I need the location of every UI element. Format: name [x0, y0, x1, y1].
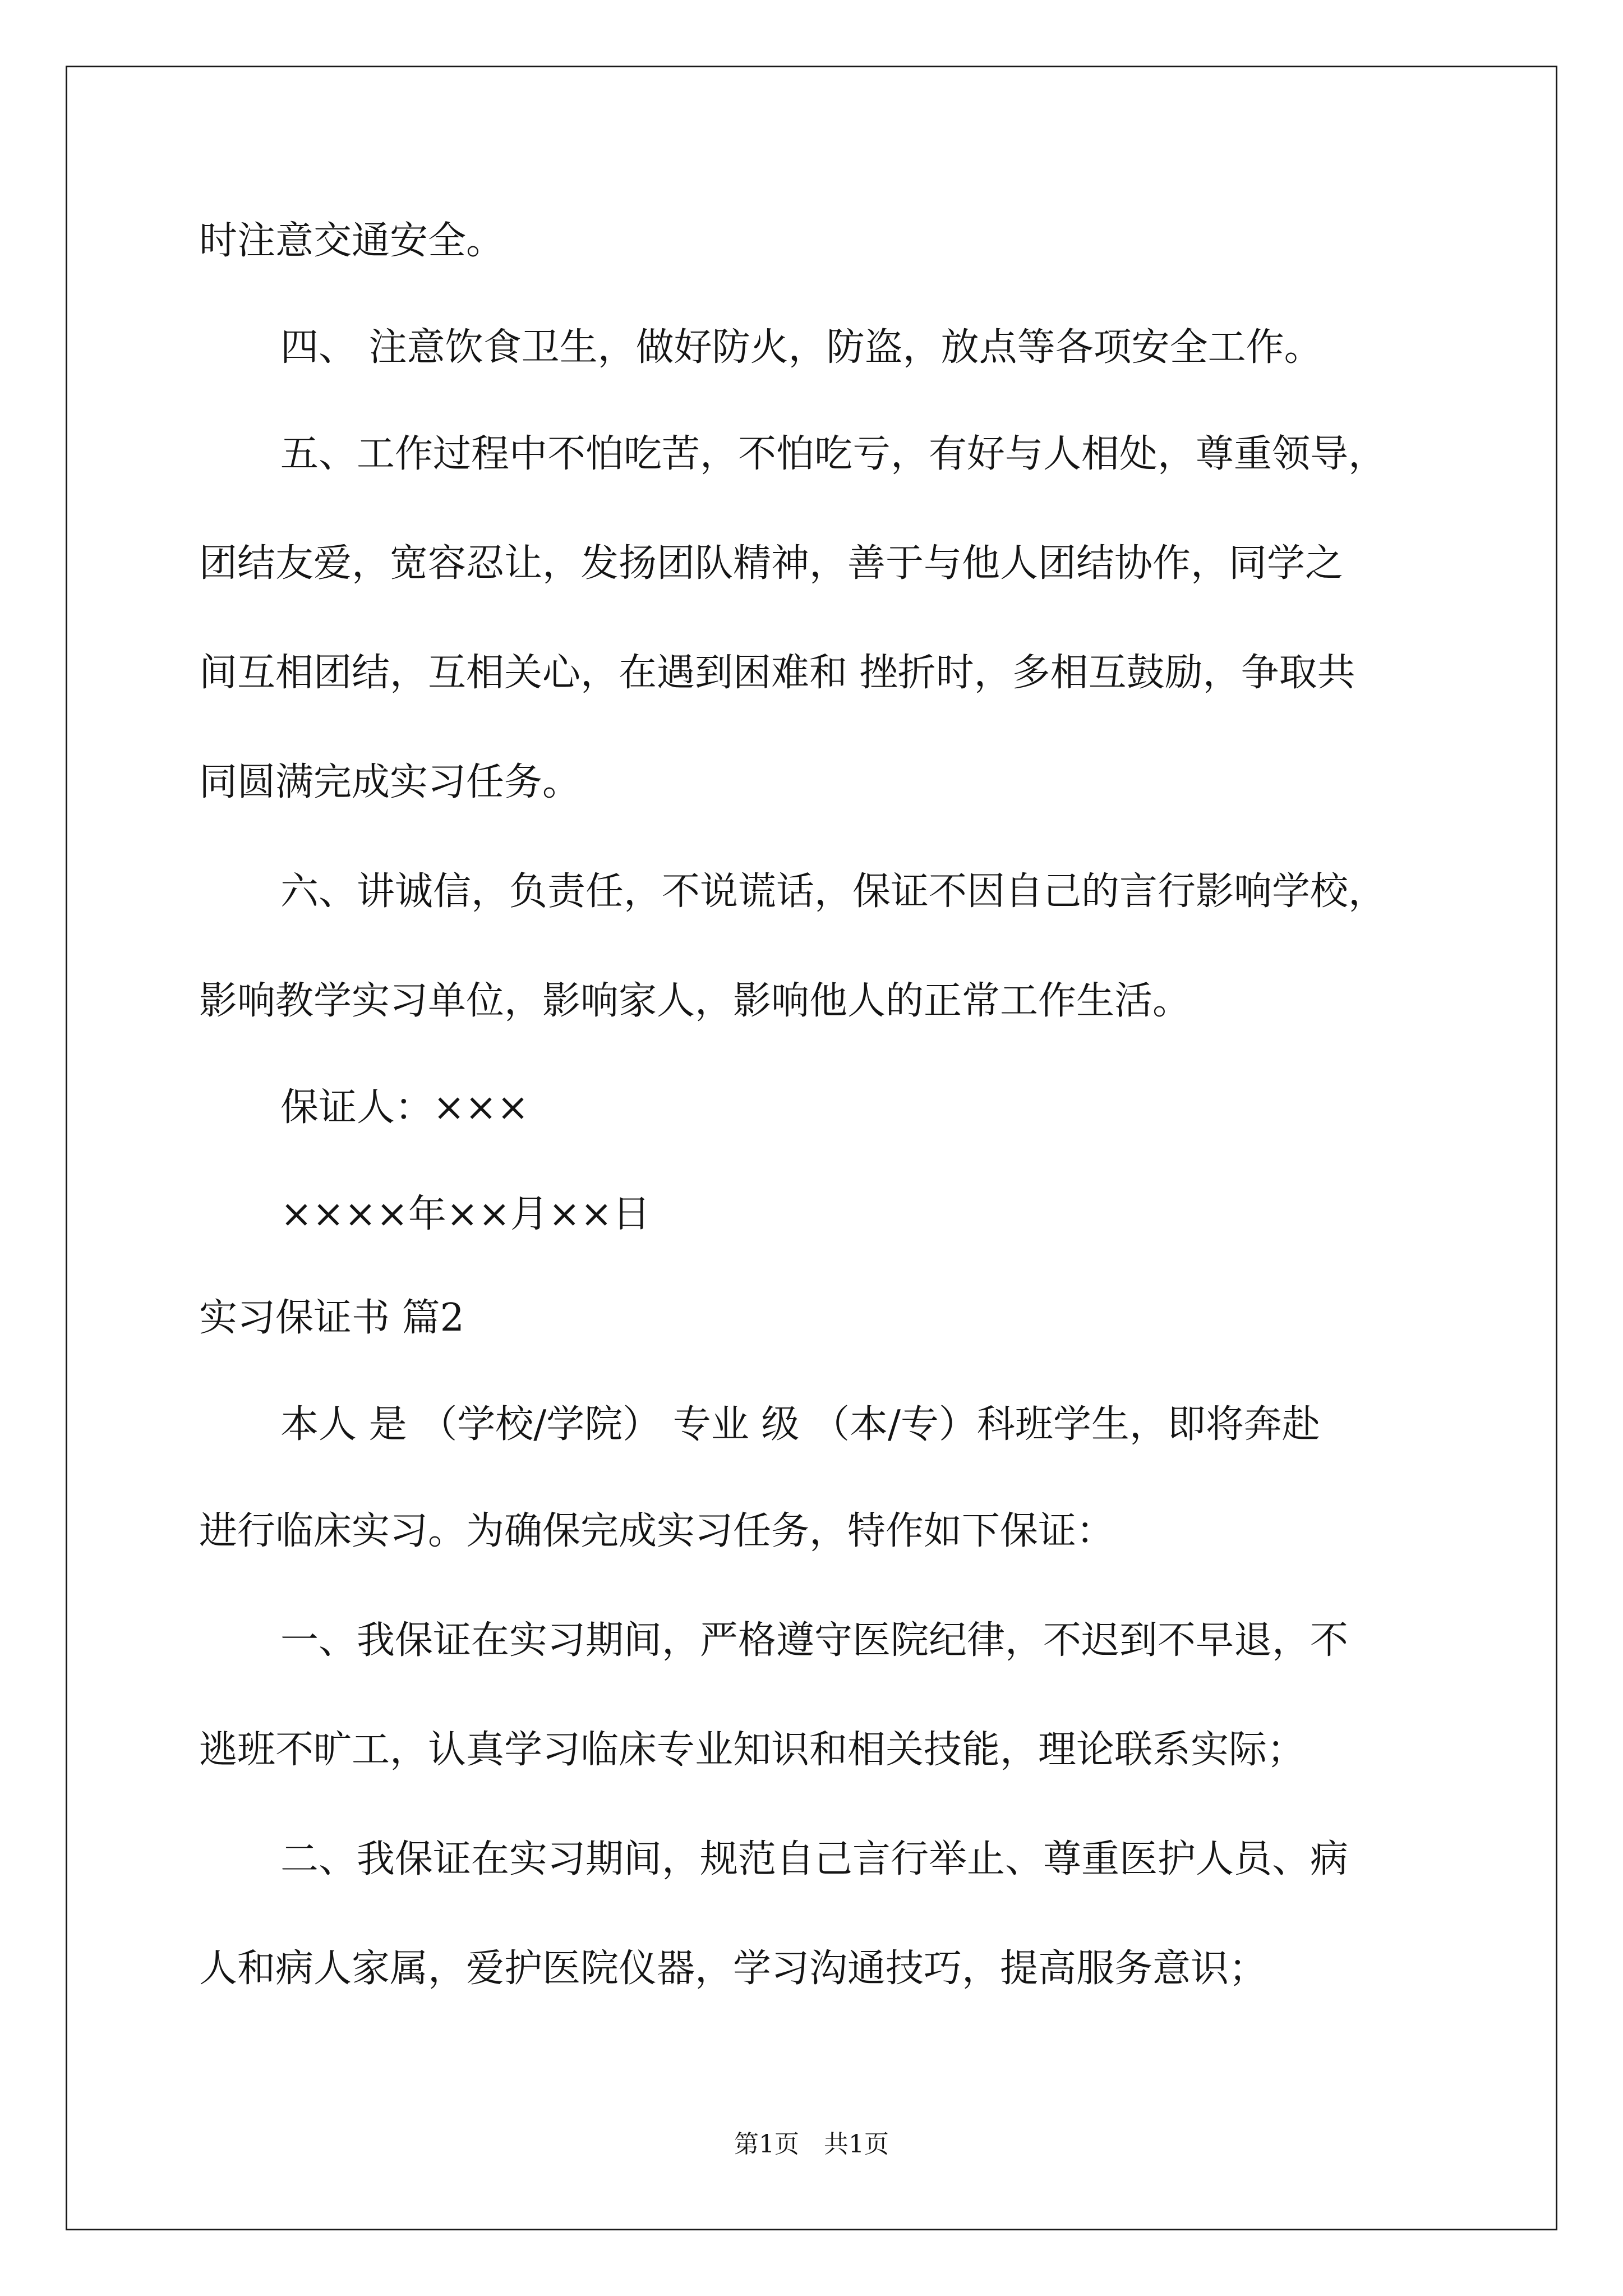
text-line: 一、我保证在实习期间，严格遵守医院纪律，不迟到不早退，不: [280, 1618, 1349, 1663]
text-line: 逃班不旷工，认真学习临床专业知识和相关技能，理论联系实际；: [199, 1728, 1306, 1772]
text-line: 团结友爱，宽容忍让，发扬团队精神，善于与他人团结协作，同学之: [199, 541, 1344, 586]
text-line: 二、我保证在实习期间，规范自己言行举止、尊重医护人员、病: [280, 1837, 1349, 1881]
document-body: [199, 0, 1433, 2076]
text-line: 六、讲诚信，负责任，不说谎话，保证不因自己的言行影响学校，: [280, 869, 1387, 914]
text-line: 四、 注意饮食卫生，做好防火，防盗，放点等各项安全工作。: [280, 325, 1322, 370]
section-heading: 实习保证书 篇2: [199, 1296, 464, 1340]
text-line: 间互相团结，互相关心，在遇到困难和 挫折时，多相互鼓励，争取共: [199, 651, 1355, 695]
text-line: 影响教学实习单位，影响家人，影响他人的正常工作生活。: [199, 979, 1191, 1023]
signatory-line: 保证人：×××: [280, 1085, 529, 1130]
page-footer: 第1页 共1页: [734, 2130, 889, 2159]
text-line: 本人 是 （学校/学院） 专业 级 （本/专）科班学生，即将奔赴: [280, 1402, 1320, 1447]
text-line: 人和病人家属，爱护医院仪器，学习沟通技巧，提高服务意识；: [199, 1947, 1267, 1991]
text-line: 五、工作过程中不怕吃苦，不怕吃亏，有好与人相处，尊重领导，: [280, 432, 1387, 476]
text-line: 同圆满完成实习任务。: [199, 760, 581, 804]
text-line: 时注意交通安全。: [199, 219, 505, 263]
text-line: 进行临床实习。为确保完成实习任务，特作如下保证：: [199, 1509, 1115, 1553]
date-line: ××××年××月××日: [280, 1192, 651, 1236]
